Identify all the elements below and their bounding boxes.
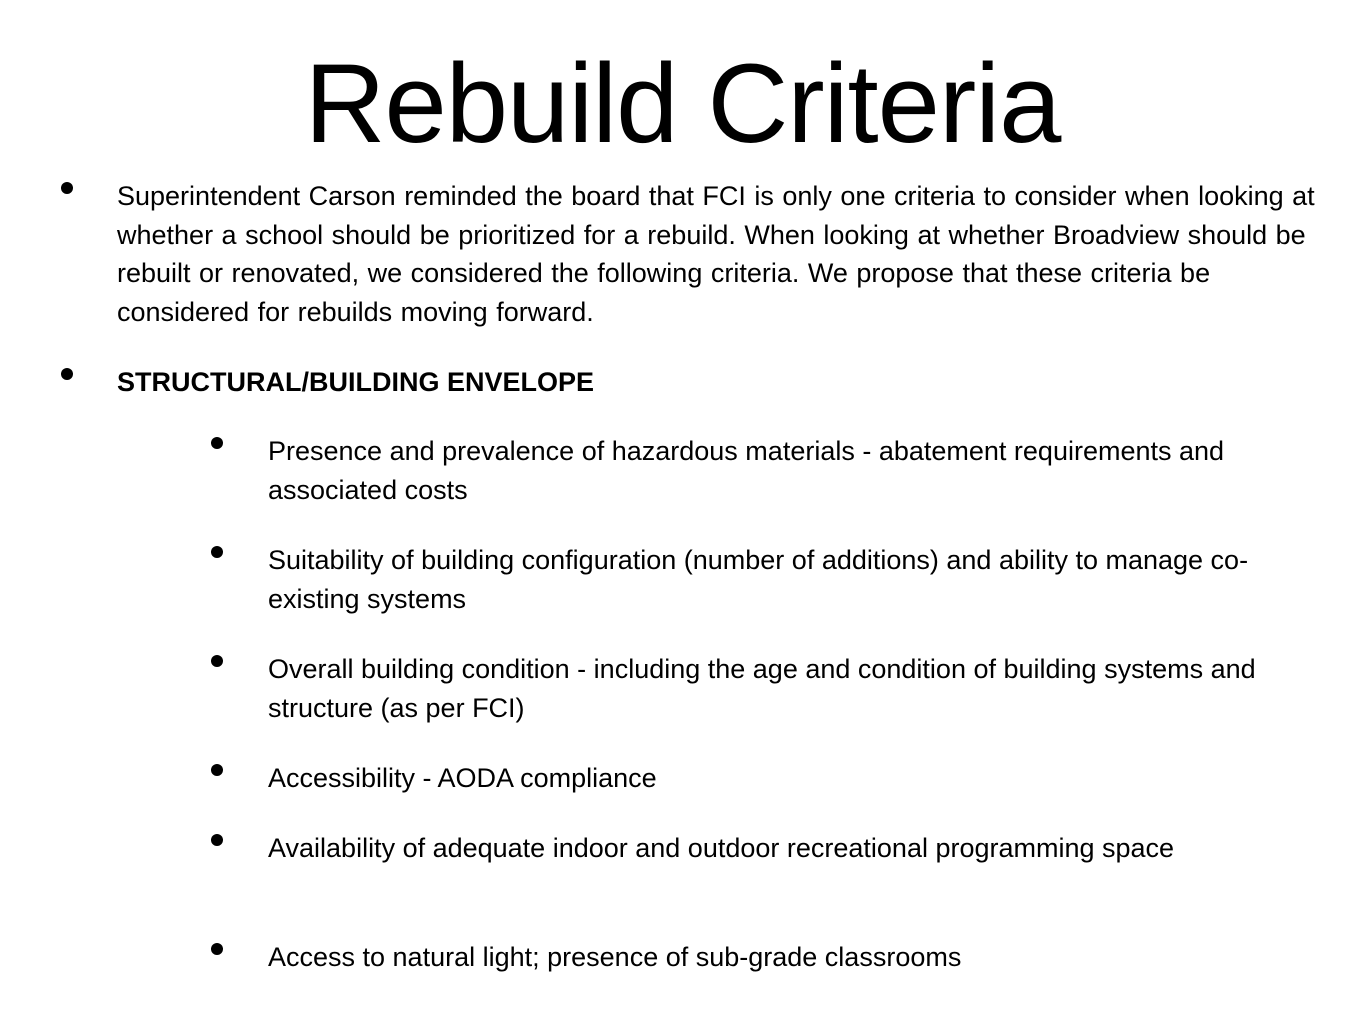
sub-item-text: Presence and prevalence of hazardous materials - abatement requirements and associated costs	[268, 436, 1225, 505]
sub-item-text: Overall building condition - including the age and condition of building systems and structure (as per FCI)	[268, 654, 1256, 723]
slide-title: Rebuild Criteria	[304, 41, 1061, 166]
bullet-dot-icon	[211, 655, 223, 667]
bullet-dot-icon	[61, 368, 73, 380]
bullet-dot-icon	[211, 437, 223, 449]
intro-text: Superintendent Carson reminded the board that FCI is only one criteria to consider when looking at whether a school should be prioritized for a rebuild. When looking at whether Broadview should be rebuilt or renovated, we considered the following criteria. We propose that these criteria be considered for rebuilds moving forward.	[117, 181, 1315, 327]
bullet-dot-icon	[211, 834, 223, 846]
sub-item-text: Accessibility - AODA compliance	[268, 763, 657, 793]
sub-item-text: Availability of adequate indoor and outdoor recreational programming space	[268, 833, 1175, 863]
section-heading: STRUCTURAL/BUILDING ENVELOPE	[117, 367, 595, 397]
bullet-dot-icon	[211, 764, 223, 776]
sub-item-text: Suitability of building configuration (number of additions) and ability to manage co-existing systems	[268, 545, 1249, 614]
bullet-dot-icon	[61, 182, 73, 194]
sub-item-text: Access to natural light; presence of sub-grade classrooms	[268, 942, 962, 972]
bullet-dot-icon	[211, 546, 223, 558]
bullet-dot-icon	[211, 943, 223, 955]
